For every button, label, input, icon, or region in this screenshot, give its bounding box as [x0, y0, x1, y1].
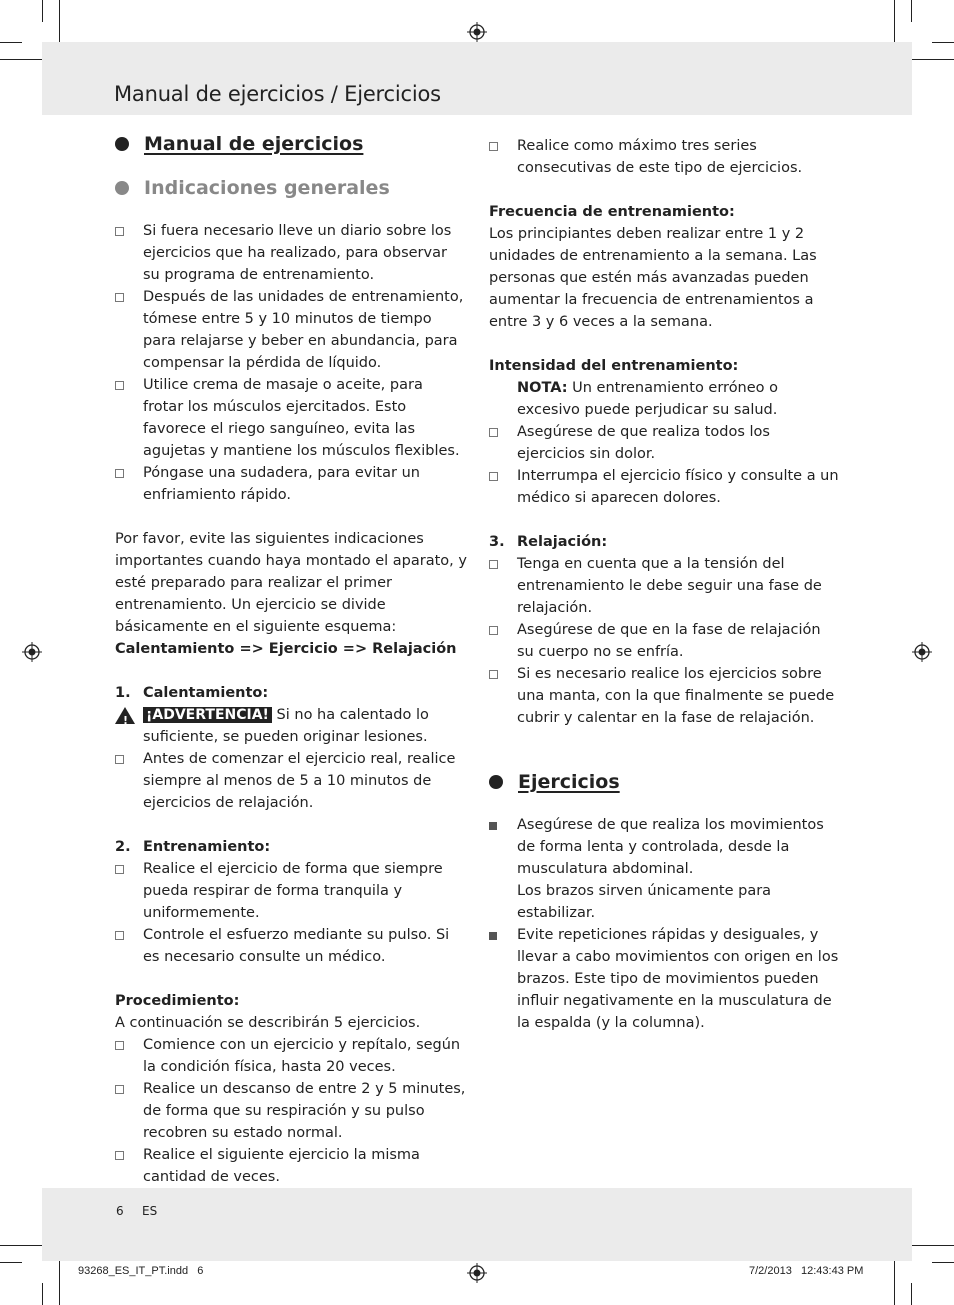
crop-mark — [0, 1245, 47, 1246]
crop-mark — [911, 1283, 912, 1305]
note-text: NOTA: Un entrenamiento erróneo o excesivo puede perjudicar su salud. — [517, 380, 779, 418]
crop-mark — [907, 1245, 954, 1246]
section-heading-indicaciones: Indicaciones generales — [115, 175, 467, 201]
registration-mark-icon — [467, 1263, 487, 1283]
step-heading-1: 1. Calentamiento: — [115, 685, 269, 701]
checkbox-bullet-icon — [115, 755, 124, 764]
list-item: Después de las unidades de entrenamiento, tómese entre 5 y 10 minutos de tiempo para relajarse y beber en abundancia, para compensar la pérdida de líquido. — [115, 286, 467, 374]
checkbox-bullet-icon — [489, 626, 498, 635]
crop-mark — [932, 42, 954, 43]
checkbox-bullet-icon — [115, 1041, 124, 1050]
intro-paragraph: Por favor, evite las siguientes indicaciones importantes cuando haya montado el aparato, y esté preparado para realizar el primer entrenamiento. Un ejercicio se divide básicamente en el siguiente esquema: — [115, 531, 467, 635]
step-heading-3: 3. Relajación: — [489, 534, 608, 550]
square-bullet-icon — [489, 932, 497, 940]
crop-mark — [0, 59, 47, 60]
list-item: Realice un descanso de entre 2 y 5 minutes, de forma que su respiración y su pulso recobren su estado normal. — [115, 1078, 467, 1144]
crop-mark — [911, 0, 912, 22]
section-heading-manual: Manual de ejercicios — [115, 131, 467, 157]
crop-mark — [932, 1262, 954, 1263]
step-heading-2: 2. Entrenamiento: — [115, 839, 271, 855]
checkbox-bullet-icon — [489, 142, 498, 151]
bullet-dot-icon — [115, 181, 129, 195]
bullet-dot-icon — [115, 137, 129, 151]
checkbox-bullet-icon — [115, 931, 124, 940]
list-item: Asegúrese de que realiza todos los ejercicios sin dolor. — [489, 421, 841, 465]
crop-mark — [0, 42, 22, 43]
right-column — [489, 135, 841, 1034]
warning-label: ¡ADVERTENCIA! — [143, 707, 272, 723]
list-item: Realice el ejercicio de forma que siempre pueda respirar de forma tranquila y uniformemente. — [115, 858, 467, 924]
procedure-text: A continuación se describirán 5 ejercicios. — [115, 1015, 421, 1031]
crop-mark — [907, 59, 954, 60]
list-item: Utilice crema de masaje o aceite, para frotar los músculos ejercitados. Esto favorece el riego sanguíneo, evita las agujetas y mantiene los músculos flexibles. — [115, 374, 467, 462]
checkbox-bullet-icon — [115, 469, 124, 478]
list-item: Si es necesario realice los ejercicios sobre una manta, con la que finalmente se puede cubrir y calentar en la fase de relajación. — [489, 663, 841, 729]
crop-mark — [59, 1258, 60, 1305]
list-item: Realice el siguiente ejercicio la misma cantidad de veces. — [115, 1144, 467, 1188]
checkbox-bullet-icon — [489, 560, 498, 569]
list-item: Póngase una sudadera, para evitar un enfriamiento rápido. — [115, 462, 467, 506]
crop-mark — [0, 1262, 22, 1263]
checkbox-bullet-icon — [489, 472, 498, 481]
list-item: Tenga en cuenta que a la tensión del entrenamiento le debe seguir una fase de relajación. — [489, 553, 841, 619]
crop-mark — [59, 0, 60, 47]
checkbox-bullet-icon — [489, 670, 498, 679]
scheme-line: Calentamiento => Ejercicio => Relajación — [115, 641, 457, 657]
section-heading-ejercicios: Ejercicios — [489, 769, 841, 795]
registration-mark-icon — [467, 22, 487, 42]
frequency-text: Los principiantes deben realizar entre 1 y 2 unidades de entrenamiento a la semana. Las personas que estén más avanzadas pueden aumentar la frecuencia de entrenamientos a entre 3 y 6 veces a la semana. — [489, 226, 817, 330]
crop-mark — [894, 1258, 895, 1305]
bullet-dot-icon — [489, 775, 503, 789]
page-header — [42, 42, 912, 115]
slug-filename: 93268_ES_IT_PT.indd 6 — [78, 1265, 204, 1277]
frequency-heading: Frecuencia de entrenamiento: — [489, 204, 735, 220]
list-item: Interrumpa el ejercicio físico y consulte a un médico si aparecen dolores. — [489, 465, 841, 509]
checkbox-bullet-icon — [489, 428, 498, 437]
list-item: Asegúrese de que en la fase de relajación su cuerpo no se enfría. — [489, 619, 841, 663]
list-item: Si fuera necesario lleve un diario sobre los ejercicios que ha realizado, para observar su programa de entrenamiento. — [115, 220, 467, 286]
language-code: ES — [142, 1204, 158, 1218]
list-item: Asegúrese de que realiza los movimientos de forma lenta y controlada, desde la musculatura abdominal. Los brazos sirven únicamente para estabilizar. — [489, 814, 841, 924]
checkbox-bullet-icon — [115, 227, 124, 236]
page-footer — [42, 1188, 912, 1261]
page-number: 6 — [116, 1204, 124, 1218]
list-item: Controle el esfuerzo mediante su pulso. Si es necesario consulte un médico. — [115, 924, 467, 968]
checkbox-bullet-icon — [115, 865, 124, 874]
registration-mark-icon — [912, 642, 932, 662]
crop-mark — [42, 0, 43, 22]
list-item: Comience con un ejercicio y repítalo, según la condición física, hasta 20 veces. — [115, 1034, 467, 1078]
checkbox-bullet-icon — [115, 1085, 124, 1094]
intensity-heading: Intensidad del entrenamiento: — [489, 358, 739, 374]
left-column — [115, 131, 467, 1188]
slug-date: 7/2/2013 12:43:43 PM — [749, 1265, 864, 1277]
list-item: Antes de comenzar el ejercicio real, realice siempre al menos de 5 a 10 minutos de ejercicios de relajación. — [115, 748, 467, 814]
warning-triangle-icon — [115, 707, 135, 724]
procedure-heading: Procedimiento: — [115, 993, 240, 1009]
checkbox-bullet-icon — [115, 293, 124, 302]
registration-mark-icon — [22, 642, 42, 662]
crop-mark — [42, 1283, 43, 1305]
page-title: Manual de ejercicios / Ejercicios — [114, 82, 441, 106]
list-item: Evite repeticiones rápidas y desiguales, y llevar a cabo movimientos con origen en los brazos. Este tipo de movimientos pueden influir negativamente en la musculatura de la espalda (y la columna). — [489, 924, 841, 1034]
square-bullet-icon — [489, 822, 497, 830]
checkbox-bullet-icon — [115, 1151, 124, 1160]
list-item: Realice como máximo tres series consecutivas de este tipo de ejercicios. — [489, 135, 841, 179]
checkbox-bullet-icon — [115, 381, 124, 390]
warning-item: ! ¡ADVERTENCIA! Si no ha calentado lo suficiente, se pueden originar lesiones. — [115, 704, 467, 748]
crop-mark — [894, 0, 895, 47]
